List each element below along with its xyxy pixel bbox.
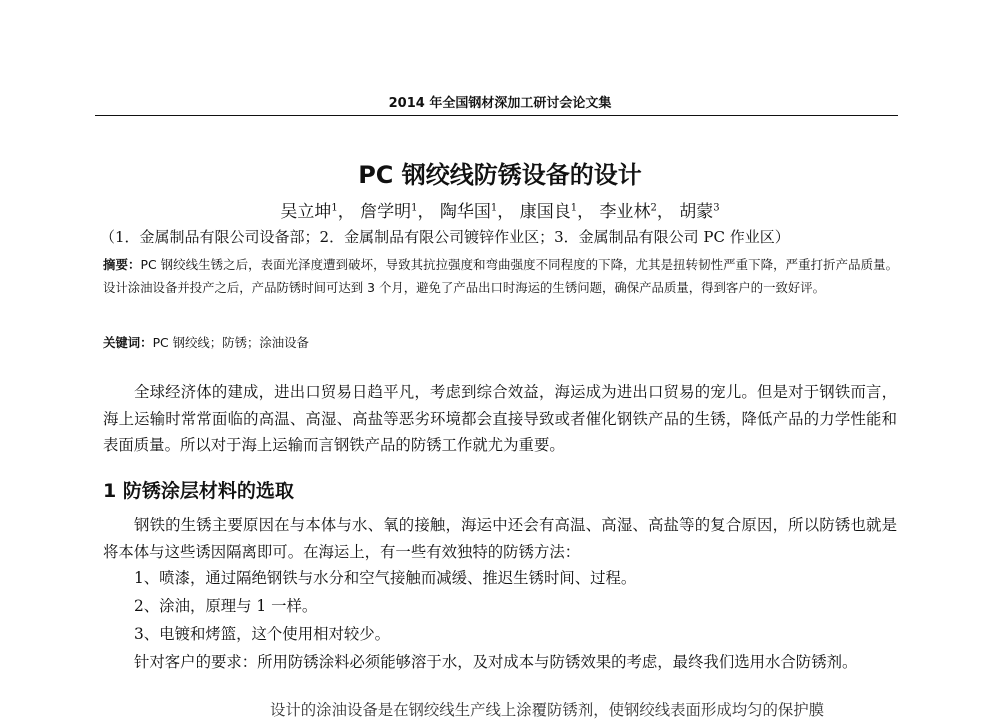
author-name: 胡蒙: [679, 202, 714, 222]
header-rule: [95, 115, 898, 116]
author-affiliation-mark: 1: [411, 202, 418, 214]
keywords-label: 关键词：: [103, 335, 153, 350]
abstract-label: 摘要：: [103, 257, 141, 272]
running-head: 2014 年全国钢材深加工研讨会论文集: [388, 96, 612, 111]
author-affiliation-mark: 2: [650, 202, 657, 214]
affiliations: （1．金属制品有限公司设备部；2．金属制品有限公司镀锌作业区；3．金属制品有限公司 PC 作业区）: [100, 228, 790, 246]
author-affiliation-mark: 3: [713, 202, 720, 214]
author-affiliation-mark: 1: [331, 202, 338, 214]
author-affiliation-mark: 1: [570, 202, 578, 214]
list-item: 3、电镀和烤篮，这个使用相对较少。: [134, 625, 391, 643]
truncated-line: 设计的涂油设备是在钢绞线生产线上涂覆防锈剂，使钢绞线表面形成均匀的保护膜: [270, 701, 825, 719]
author-name: 陶华国: [439, 202, 491, 222]
author-name: 吴立坤: [280, 202, 332, 222]
abstract-text: PC 钢绞线生锈之后，表面光泽度遭到破坏，导致其抗拉强度和弯曲强度不同程度的下降，尤其是扭转韧性严重下降，严重打折产品质量。设计涂油设备并投产之后，产品防锈时间可达到 3 个月，避免了产品出口时海运的生锈问题，确保产品质量，得到客户的一致好评。: [103, 257, 899, 295]
keywords-text: PC 钢绞线；防锈；涂油设备: [152, 335, 309, 350]
author-name: 詹学明: [360, 202, 412, 222]
author-list: 吴立坤$^1$， 詹学明$^1$， 陶华国$^1$， 康国良$^1$， 李业林$^2$， 胡蒙$^3$: [280, 202, 720, 222]
abstract: [103, 253, 898, 299]
intro-paragraph: 全球经济体的建成，进出口贸易日趋平凡，考虑到综合效益，海运成为进出口贸易的宠儿。但是对于钢铁而言，海上运输时常常面临的高温、高湿、高盐等恶劣环境都会直接导致或者催化钢铁产品的生锈，降低产品的力学性能和表面质量。所以对于海上运输而言钢铁产品的防锈工作就尤为重要。: [103, 383, 897, 454]
section-heading: 1 防锈涂层材料的选取: [103, 480, 294, 502]
section-paragraph: 钢铁的生锈主要原因在与本体与水、氧的接触，海运中还会有高温、高湿、高盐等的复合原因，所以防锈也就是将本体与这些诱因隔离即可。在海运上，有一些有效独特的防锈方法：: [103, 516, 897, 561]
list-item: 1、喷漆，通过隔绝钢铁与水分和空气接触而减缓、推迟生锈时间、过程。: [134, 569, 637, 587]
author-name: 康国良: [519, 202, 571, 222]
author-name: 李业林: [599, 202, 651, 222]
conclusion-paragraph: 针对客户的要求：所用防锈涂料必须能够溶于水，及对成本与防锈效果的考虑，最终我们选用水合防锈剂。: [134, 653, 858, 671]
list-item: 2、涂油，原理与 1 一样。: [134, 597, 318, 615]
paper-title: PC 钢绞线防锈设备的设计: [358, 161, 642, 189]
keywords: [103, 333, 898, 351]
author-affiliation-mark: 1: [490, 202, 498, 214]
